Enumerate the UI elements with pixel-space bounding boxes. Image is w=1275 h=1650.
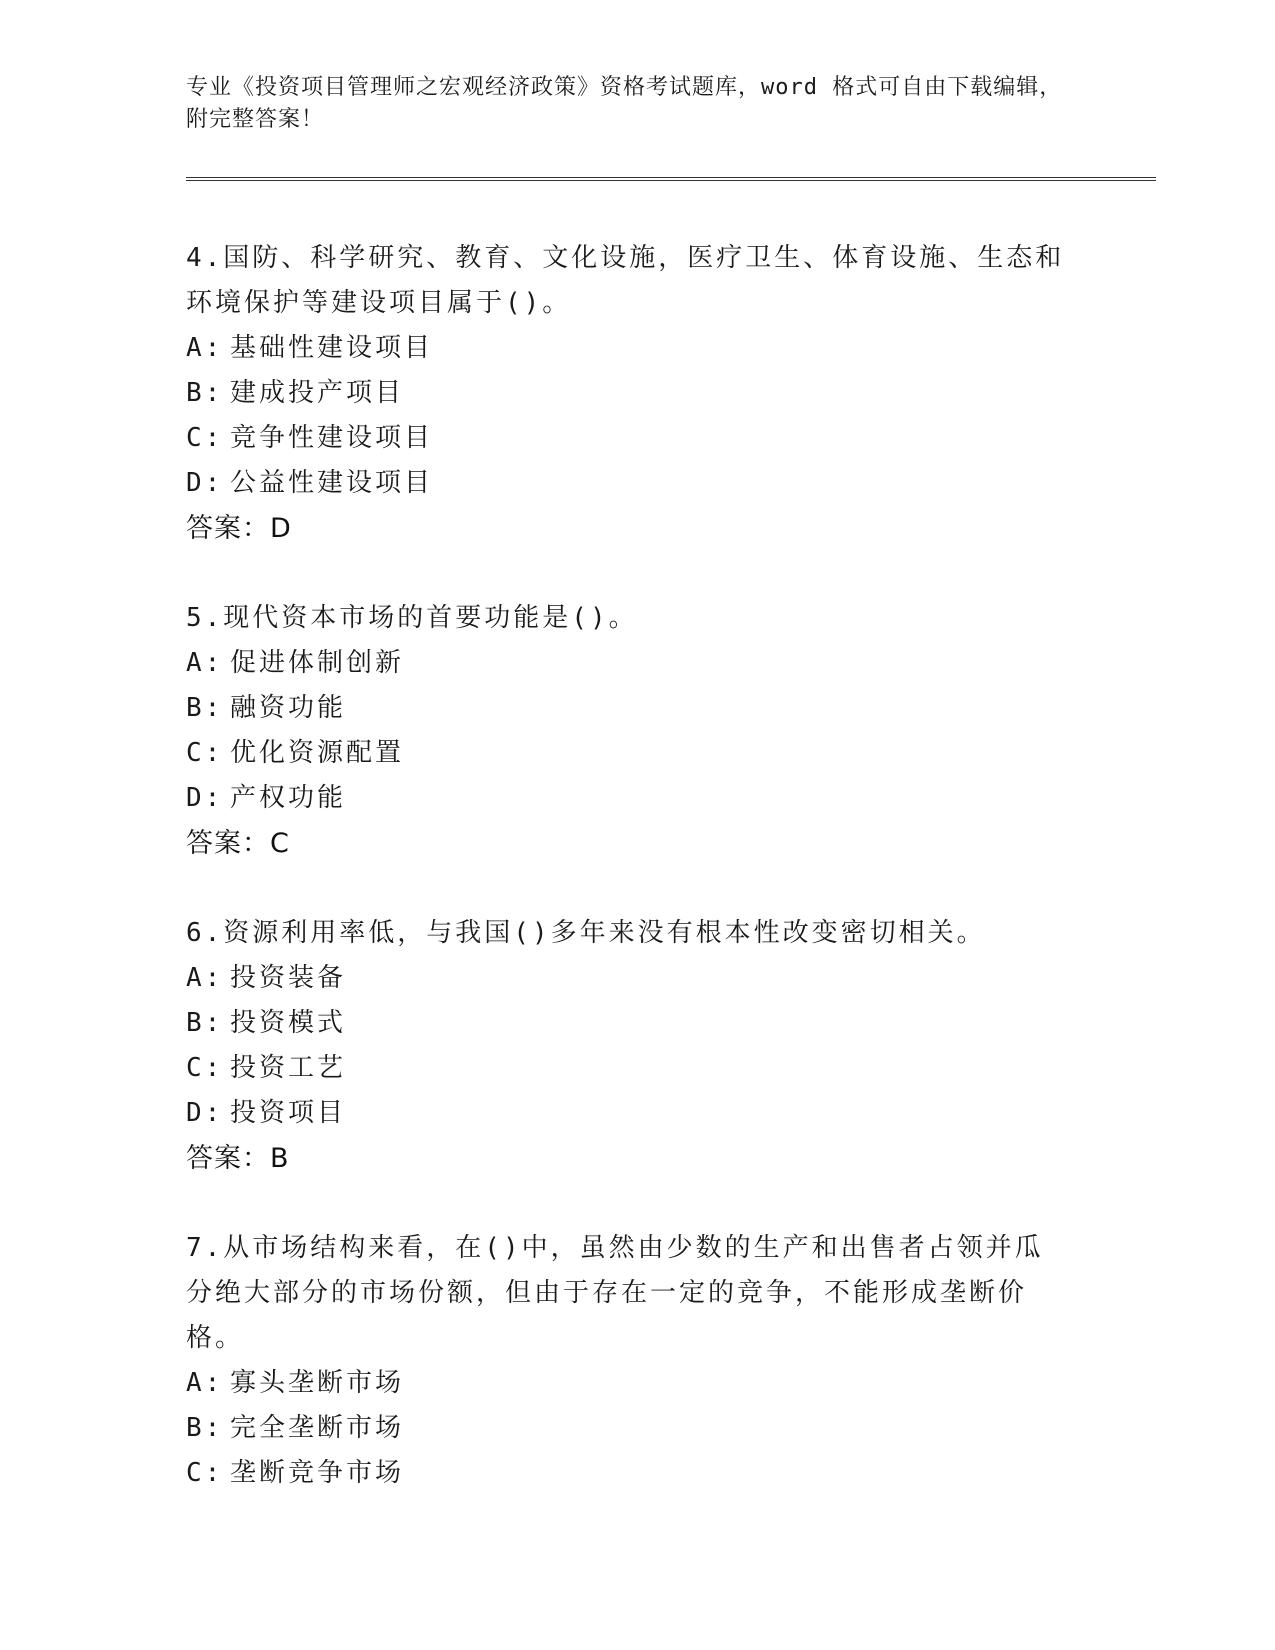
option-c: [186, 1451, 1066, 1496]
option-text: 竞争性建设项目: [230, 423, 434, 453]
option-text: 投资工艺: [230, 1053, 347, 1083]
option-text: 完全垄断市场: [230, 1413, 405, 1443]
option-letter: C:: [186, 423, 224, 453]
option-text: 公益性建设项目: [230, 468, 434, 498]
question-4: [186, 236, 1066, 552]
option-letter: A:: [186, 1368, 224, 1398]
option-d: [186, 1091, 1066, 1136]
option-letter: A:: [186, 333, 224, 363]
option-letter: A:: [186, 648, 224, 678]
option-letter: D:: [186, 468, 224, 498]
option-letter: A:: [186, 963, 224, 993]
option-letter: B:: [186, 1008, 224, 1038]
header-divider: [186, 177, 1156, 181]
answer-label: 答案：B: [186, 1143, 290, 1174]
option-text: 寡头垄断市场: [230, 1368, 405, 1398]
option-c: [186, 416, 1066, 461]
option-text: 优化资源配置: [230, 738, 405, 768]
question-6: [186, 911, 1066, 1182]
option-text: 投资装备: [230, 963, 347, 993]
option-b: [186, 1406, 1066, 1451]
option-text: 产权功能: [230, 783, 347, 813]
option-text: 基础性建设项目: [230, 333, 434, 363]
answer-label: 答案：D: [186, 513, 292, 544]
option-letter: D:: [186, 783, 224, 813]
option-a: [186, 641, 1066, 686]
option-letter: D:: [186, 1098, 224, 1128]
option-c: [186, 1046, 1066, 1091]
option-d: [186, 461, 1066, 506]
question-5: [186, 596, 1066, 867]
question-stem: 5.现代资本市场的首要功能是()。: [186, 603, 638, 633]
option-text: 垄断竞争市场: [230, 1458, 405, 1488]
question-stem: 7.从市场结构来看，在()中，虽然由少数的生产和出售者占领并瓜分绝大部分的市场份额，但由于存在一定的竞争，不能形成垄断价格。: [186, 1233, 1044, 1353]
header-intro: 专业《投资项目管理师之宏观经济政策》资格考试题库，word 格式可自由下载编辑，附完整答案！: [186, 75, 1063, 132]
option-a: [186, 1361, 1066, 1406]
option-b: [186, 686, 1066, 731]
option-b: [186, 1001, 1066, 1046]
question-7: [186, 1226, 1066, 1496]
option-text: 融资功能: [230, 693, 347, 723]
question-stem: 4.国防、科学研究、教育、文化设施，医疗卫生、体育设施、生态和环境保护等建设项目属于()。: [186, 243, 1065, 318]
option-letter: B:: [186, 1413, 224, 1443]
option-c: [186, 731, 1066, 776]
option-text: 建成投产项目: [230, 378, 405, 408]
option-a: [186, 956, 1066, 1001]
option-b: [186, 371, 1066, 416]
question-stem: 6.资源利用率低，与我国()多年来没有根本性改变密切相关。: [186, 918, 986, 948]
option-letter: C:: [186, 1458, 224, 1488]
option-d: [186, 776, 1066, 821]
option-text: 投资项目: [230, 1098, 347, 1128]
question-list: [186, 236, 1066, 1540]
option-letter: C:: [186, 738, 224, 768]
option-text: 促进体制创新: [230, 648, 405, 678]
option-letter: C:: [186, 1053, 224, 1083]
option-letter: B:: [186, 378, 224, 408]
answer-label: 答案：C: [186, 828, 290, 859]
option-text: 投资模式: [230, 1008, 347, 1038]
option-letter: B:: [186, 693, 224, 723]
option-a: [186, 326, 1066, 371]
